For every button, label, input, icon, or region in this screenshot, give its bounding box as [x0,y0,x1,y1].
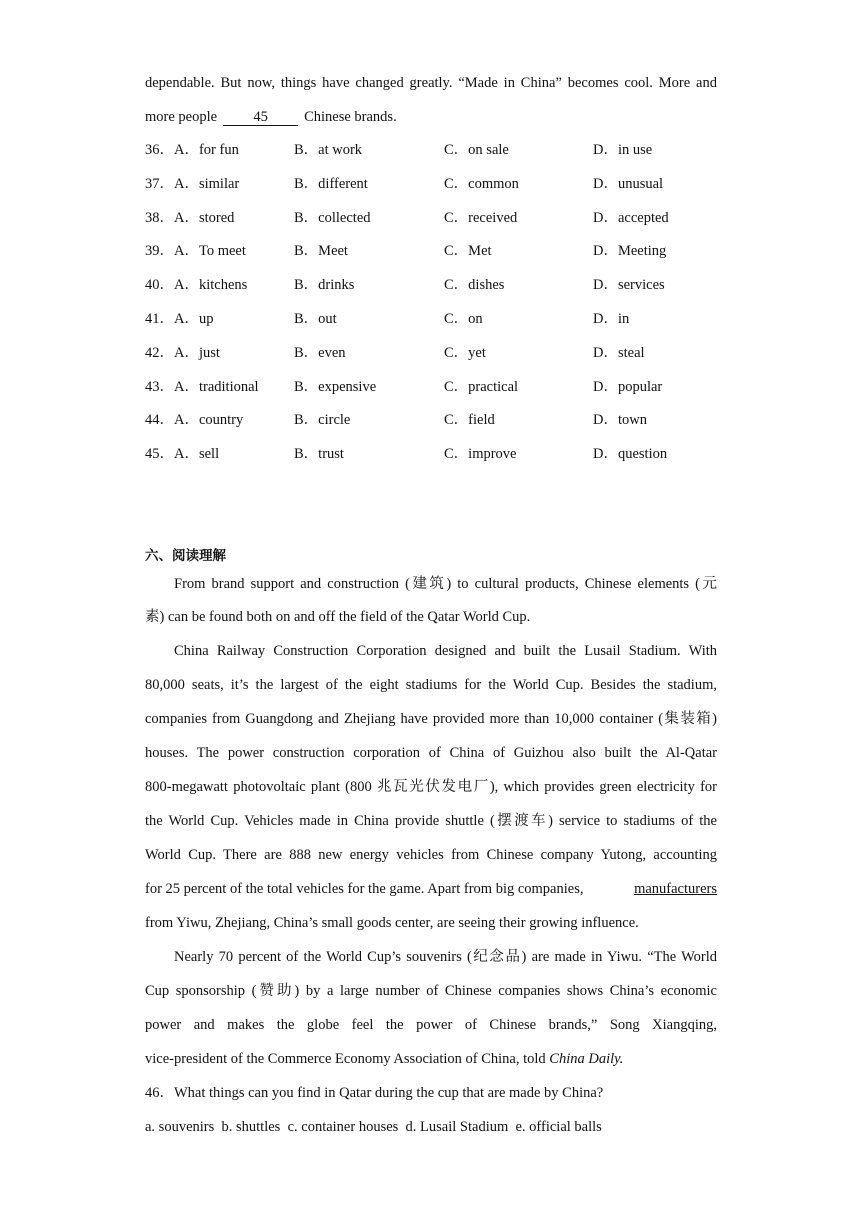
option-a: 42．A．just [145,344,220,361]
p2-line-5: 800-megawatt photovoltaic plant (800 兆瓦光伏发电厂), which provides green electricity for [145,778,717,795]
option-c: C．field [444,412,495,429]
option-b: B．circle [294,412,351,429]
question-46-stem: 46．What things can you find in Qatar during the cup that are made by China? [145,1084,604,1101]
question-46-choices: a. souvenirs b. shuttles c. container houses d. Lusail Stadium e. official balls [145,1118,602,1135]
option-row-43 [145,371,717,405]
p1-line-2: 素) can be found both on and off the field of the Qatar World Cup. [145,608,531,625]
p2-line-8 [145,872,717,906]
option-a: 38．A．stored [145,209,235,226]
intro-line-1: dependable. But now, things have changed greatly. “Made in China” becomes cool. More and [145,75,717,91]
option-row-44 [145,404,717,438]
p2-line-8-text: for 25 percent of the total vehicles for the game. Apart from big companies, [145,880,584,897]
answer-blank-45: 45 [223,109,298,126]
option-a: 39．A．To meet [145,243,246,260]
p2-line-2: 80,000 seats, it’s the largest of the eight stadiums for the World Cup. Besides the stadium, [145,676,717,693]
reading-passage [145,568,717,1076]
option-row-37 [145,168,717,202]
p3-line-4 [145,1042,717,1076]
option-row-39 [145,235,717,269]
option-d: D．services [593,277,665,294]
option-c: C．common [444,175,519,192]
option-d: D．Meeting [593,243,667,260]
intro-text-after-blank: Chinese brands. [304,109,397,125]
option-c: C．received [444,209,518,226]
section-title: 六、阅读理解 [145,547,226,564]
option-a: 36．A．for fun [145,142,239,158]
p2-line-9: from Yiwu, Zhejiang, China’s small goods center, are seeing their growing influence. [145,914,639,931]
option-row-40 [145,269,717,303]
intro-text-before-blank: more people [145,109,218,125]
p2-line-7: World Cup. There are 888 new energy vehicles from Chinese company Yutong, accounting [145,846,717,863]
option-c: C．Met [444,243,492,260]
option-row-38 [145,202,717,236]
option-d: D．in use [593,142,653,158]
p3-line-4-text: vice-president of the Commerce Economy Association of China, told [145,1050,546,1067]
option-d: D．question [593,446,668,463]
option-d: D．unusual [593,175,664,192]
option-d: D．popular [593,378,663,395]
option-b: B．collected [294,209,371,226]
option-b: B．drinks [294,277,355,294]
option-b: B．out [294,310,337,327]
option-b: B．at work [294,142,363,158]
option-c: C．dishes [444,277,505,294]
newspaper-name: China Daily. [549,1050,624,1067]
option-b: B．even [294,344,346,361]
p2-line-1: China Railway Construction Corporation designed and built the Lusail Stadium. With [174,642,717,659]
option-b: B．different [294,175,368,192]
p2-line-3: companies from Guangdong and Zhejiang have provided more than 10,000 container (集装箱) [145,710,717,727]
option-a: 40．A．kitchens [145,277,248,294]
p3-line-2: Cup sponsorship (赞助) by a large number of Chinese companies shows China’s economic [145,982,717,999]
intro-line-2 [145,100,717,134]
option-a: 44．A．country [145,412,244,429]
option-c: C．improve [444,446,517,463]
option-d: D．in [593,310,630,327]
option-c: C．practical [444,378,519,395]
option-row-36 [145,134,717,168]
option-row-42 [145,337,717,371]
option-a: 45．A．sell [145,446,220,463]
p1-line-1: From brand support and construction (建筑) to cultural products, Chinese elements (元 [174,575,717,592]
option-d: D．town [593,412,647,429]
option-a: 41．A．up [145,310,214,327]
option-row-45 [145,438,717,472]
option-b: B．Meet [294,243,348,260]
option-b: B．trust [294,446,344,463]
options-list [145,134,717,472]
option-row-41 [145,303,717,337]
option-a: 43．A．traditional [145,378,259,395]
underlined-word-manufacturers: manufacturers [634,880,717,897]
p2-line-6: the World Cup. Vehicles made in China provide shuttle (摆渡车) service to stadiums of the [145,812,717,829]
option-c: C．on [444,310,483,327]
p3-line-3: power and makes the globe feel the power of Chinese brands,” Song Xiangqing, [145,1016,717,1033]
p3-line-1: Nearly 70 percent of the World Cup’s souvenirs (纪念品) are made in Yiwu. “The World [174,948,717,965]
option-c: C．on sale [444,142,509,158]
option-a: 37．A．similar [145,175,240,192]
exam-page [145,66,717,1144]
option-c: C．yet [444,344,486,361]
p2-line-4: houses. The power construction corporation of China of Guizhou also built the Al-Qatar [145,744,717,761]
option-d: D．steal [593,344,645,361]
option-b: B．expensive [294,378,377,395]
option-d: D．accepted [593,209,669,226]
